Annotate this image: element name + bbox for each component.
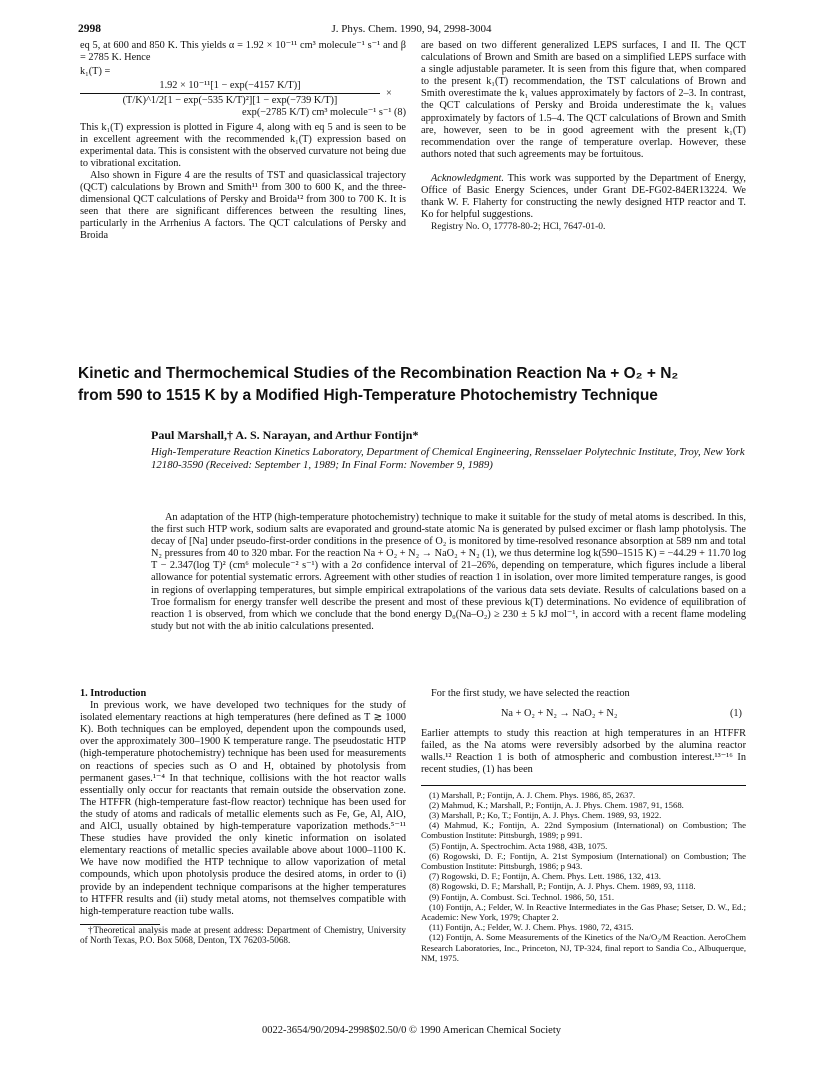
prev-paragraph-1: eq 5, at 600 and 850 K. This yields α = 1.92 × 10⁻¹¹ cm³ molecule⁻¹ s⁻¹ and β = 2785 K. Hence bbox=[80, 40, 406, 64]
reference-item: (10) Fontijn, A.; Felder, W. In Reactive Intermediates in the Gas Phase; Setser, D. W., Ed.; Academic: New York, 1979; Chapter 2. bbox=[421, 901, 746, 922]
equation-8-lhs: k₁(T) = bbox=[80, 66, 111, 78]
reference-item: (3) Marshall, P.; Ko, T.; Fontijn, A. J. Phys. Chem. 1989, 93, 1922. bbox=[429, 809, 662, 820]
intro-paragraph-3: Earlier attempts to study this reaction at high temperatures in an HTFFR failed, as the Na atoms were reversibly adsorbed by the alumina reactor walls.¹² Reaction 1 is both of atmospheric and combustion interest.¹³⁻¹⁶ In recent studies, (1) has been bbox=[421, 728, 746, 776]
intro-paragraph-2: For the first study, we have selected the reaction bbox=[431, 688, 630, 699]
intro-paragraph-1: In previous work, we have developed two techniques for the study of isolated elementary reactions at high temperatures (here defined as T ≳ 1000 K). Both techniques can be employed, dependent upon the compounds used, over the approximately 300–1900 K temperature range. The pseudostatic HTP (high-temperature photochemistry) technique has been used for measurements on reactions of species such as O and H, obtained by photolysis from permanent gases.¹⁻⁴ In that technique, collisions with the hot reactor walls essentially only occur for reactants that remain outside the observation zone. The HTFFR (high-temperature fast-flow reactor) technique has been used for the study of atoms and radicals of metallic elements such as Fe, Ge, Al, AlO, and AlCl, usually obtained by high-temperature vaporization methods.⁵⁻¹¹ These studies have provided the only kinetic information on isolated elementary reactions of metallic species available above about 1000–1100 K. We have now modified the HTP technique to allow vaporization of metal compounds, which upon photolysis produce the desired atoms, in order to (i) provide by an independent technique comparisons at the higher temperatures to HTFFR results and (ii) study metal atoms, not themselves compatible with high-temperature reaction tube walls. bbox=[80, 700, 406, 917]
reference-list bbox=[421, 785, 746, 963]
reference-item: (8) Rogowski, D. F.; Marshall, P.; Fontijn, A. J. Phys. Chem. 1989, 93, 1118. bbox=[429, 881, 696, 892]
reference-item: (11) Fontijn, A.; Felder, W. J. Chem. Phys. 1980, 72, 4315. bbox=[429, 922, 634, 933]
intro-left-column bbox=[80, 688, 406, 946]
prev-article-right-column bbox=[421, 40, 746, 233]
article-title-line-1: Kinetic and Thermochemical Studies of the Recombination Reaction Na + O₂ + N₂ bbox=[78, 365, 679, 382]
prev-paragraph-4: are based on two different generalized LEPS surfaces, I and II. The QCT calculations of Brown and Smith are based on a simplified LEPS surface with a single adjustable parameter. It is seen from this figure that, when compared to the present k₁(T) recommendation, the TST calculations of Brown and Smith overestimate the k₁ values approximately by factors of 2–3. In contrast, the QCT calculations of Persky and Broida underestimate the k₁ values approximately by factors of 1.5–4. The QCT calculations of Brown and Smith are, however, seen to be in good agreement with the present k₁(T) recommendation over the range of temperature overlap. However, these authors noted that such agreements may be fortuitous. bbox=[421, 40, 746, 160]
equation-8-denominator: (T/K)^1/2[1 − exp(−535 K/T)²][1 − exp(−739 K/T)] bbox=[122, 95, 338, 107]
reference-item: (4) Mahmud, K.; Fontijn, A. 22nd Symposium (International) on Combustion; The Combustion Institute: Pittsburgh, 1989; p 991. bbox=[421, 820, 746, 841]
reference-item: (1) Marshall, P.; Fontijn, A. J. Chem. Phys. 1986, 85, 2637. bbox=[429, 789, 636, 800]
reaction-1-equation: Na + O₂ + N₂ → NaO₂ + N₂ bbox=[501, 708, 618, 720]
equation-8-numerator: 1.92 × 10⁻¹¹[1 − exp(−4157 K/T)] bbox=[80, 80, 380, 94]
prev-article-left-column bbox=[80, 40, 406, 243]
registry-numbers: Registry No. O, 17778-80-2; HCl, 7647-01-0. bbox=[431, 222, 606, 233]
section-heading-introduction: 1. Introduction bbox=[80, 688, 147, 699]
reference-item: (7) Rogowski, D. F.; Fontijn, A. Chem. Phys. Lett. 1986, 132, 413. bbox=[429, 871, 661, 882]
article-title bbox=[78, 363, 758, 407]
prev-paragraph-3: Also shown in Figure 4 are the results of TST and quasiclassical trajectory (QCT) calculations by Brown and Smith¹¹ from 300 to 600 K, and the three-dimensional QCT calculations of Persky and Broida¹² from 300 to 700 K. It is seen that there are significant differences between the resulting lines, particularly in the Arrhenius A factors. The QCT calculations of Persky and Broida bbox=[80, 169, 406, 242]
article-title-line-2: from 590 to 1515 K by a Modified High-Temperature Photochemistry Technique bbox=[78, 387, 658, 404]
reference-item: (12) Fontijn, A. Some Measurements of the Kinetics of the Na/O₂/M Reaction. AeroChem Research Laboratories, Inc., Princeton, NJ, TP-324, final report to Sandia Co., Albuquerque, NM, 1975. bbox=[421, 932, 746, 963]
running-header: J. Phys. Chem. 1990, 94, 2998-3004 bbox=[331, 23, 492, 35]
acknowledgment-text: This work was supported by the Department of Energy, Office of Basic Energy Sciences, under Grant DE-FG02-84ER13224. We thank W. F. Flaherty for constructing the newly designed HTP reactor and T. Ko for helpful suggestions. bbox=[421, 172, 746, 221]
intro-right-column bbox=[421, 688, 746, 963]
reference-item: (2) Mahmud, K.; Marshall, P.; Fontijn, A. J. Phys. Chem. 1987, 91, 1568. bbox=[429, 799, 684, 810]
article-affiliation: High-Temperature Reaction Kinetics Laboratory, Department of Chemical Engineering, Rensselaer Polytechnic Institute, Troy, New York 12180-3590 (Received: September 1, 1989; In Final Form: November 9, 1989) bbox=[151, 446, 745, 471]
acknowledgment bbox=[421, 173, 746, 221]
prev-paragraph-2: This k₁(T) expression is plotted in Figure 4, along with eq 5 and is seen to be in excellent agreement with the recommended k₁(T) expression based on experimental data. This is consistent with the observed curvature not being due to vibrational excitation. bbox=[80, 121, 406, 169]
reaction-1-number: (1) bbox=[729, 708, 742, 720]
reference-item: (6) Rogowski, D. F.; Fontijn, A. 21st Symposium (International) on Combustion; The Combustion Institute: Pittsburgh, 1986; p 943. bbox=[421, 850, 746, 871]
reference-item: (5) Fontijn, A. Spectrochim. Acta 1988, 43B, 1075. bbox=[429, 840, 608, 851]
equation-8-tail: exp(−2785 K/T) cm³ molecule⁻¹ s⁻¹ (8) bbox=[241, 107, 406, 119]
article-authors: Paul Marshall,† A. S. Narayan, and Arthur Fontijn* bbox=[151, 428, 419, 442]
author-footnote: †Theoretical analysis made at present address: Department of Chemistry, University of North Texas, P.O. Box 5068, Denton, TX 76203-5068. bbox=[80, 924, 406, 946]
page-number: 2998 bbox=[78, 23, 101, 35]
reaction-1 bbox=[421, 708, 746, 720]
copyright-line: 0022-3654/90/2094-2998$02.50/0 © 1990 American Chemical Society bbox=[261, 1025, 562, 1036]
equation-8 bbox=[80, 66, 406, 119]
reference-item: (9) Fontijn, A. Combust. Sci. Technol. 1986, 50, 151. bbox=[429, 891, 615, 902]
equation-8-times: × bbox=[386, 87, 392, 99]
acknowledgment-label: Acknowledgment. bbox=[431, 172, 504, 184]
article-abstract: An adaptation of the HTP (high-temperature photochemistry) technique to make it suitable for the study of metal atoms is described. In this, the first such HTP work, sodium salts are evaporated and ground-state atomic Na is generated by pulsed excimer or flash lamp photolysis. The decay of [Na] under pseudo-first-order conditions in the presence of O₂ is monitored by time-resolved resonance absorption at 589 nm and total N₂ pressures from 40 to 320 mbar. For the reaction Na + O₂ + N₂ → NaO₂ + N₂ (1), we thus determine log k(590–1515 K) = −44.29 + 11.70 log T − 2.347(log T)² (cm⁶ molecule⁻² s⁻¹) with a 2σ confidence interval of 21–26%, depending on temperature, which figures include a liberal allowance for potential systematic errors. Agreement with other studies of reaction 1 in isolation, over more limited temperature ranges, is good in regions of overlapping temperatures, but simple empirical extrapolations of the various data sets deviate. Results of calculations based on a Troe formalism for energy transfer well describe the present and most of these previous k(T) determinations. No evidence of equilibration of reaction 1 is observed, from which we conclude that the bond energy D₀(Na–O₂) ≥ 230 ± 5 kJ mol⁻¹, in accord with a recent flame modeling study but not with the ab initio calculations presented. bbox=[151, 512, 746, 632]
